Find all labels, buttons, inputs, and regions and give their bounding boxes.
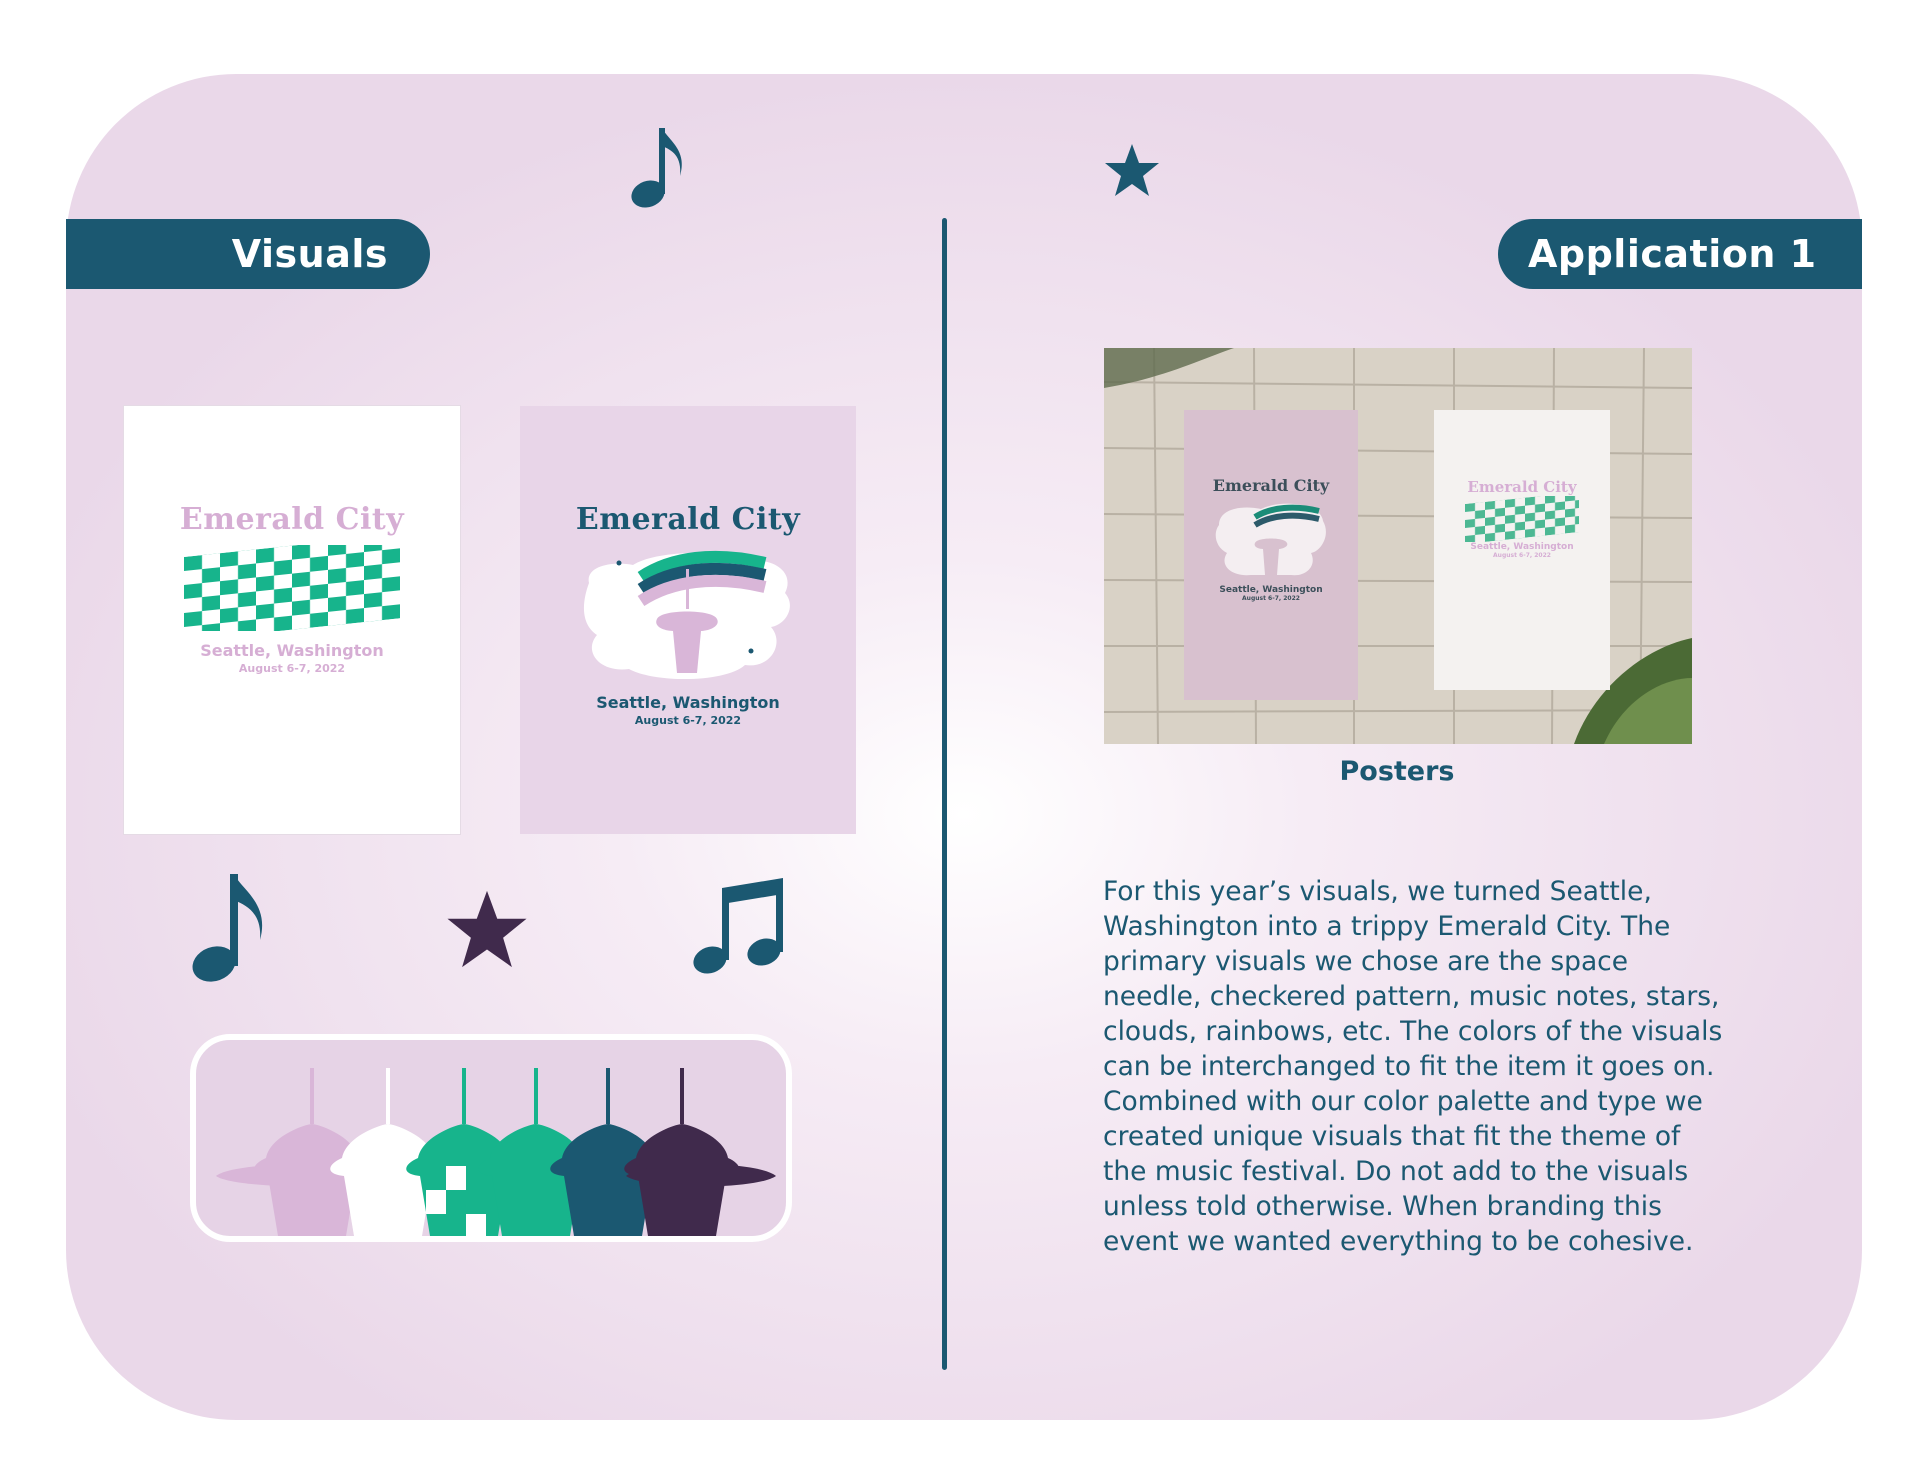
music-note-icon (628, 126, 694, 210)
photo-poster-pink (1184, 410, 1358, 700)
application-tab (1498, 219, 1862, 289)
application-tab-label: Application 1 (1528, 232, 1817, 276)
photo-poster-white-city: Seattle, Washington (1470, 542, 1574, 552)
poster-white-title: Emerald City (179, 502, 405, 537)
star-icon (1103, 142, 1161, 198)
poster-pink-title: Emerald City (575, 502, 801, 537)
visuals-tab (66, 219, 430, 289)
music-note-icon (190, 872, 274, 986)
poster-white (124, 406, 460, 834)
poster-white-date: August 6-7, 2022 (238, 662, 346, 675)
photo-poster-pink-date: August 6-7, 2022 (1242, 595, 1300, 602)
description-text: For this year’s visuals, we turned Seattle, Washington into a trippy Emerald City. The primary visuals we chose are the space needle, checkered pattern, music notes, stars, clouds, rainbows, etc. The colors of the visuals can be interchanged to fit the item it goes on. Combined with our color palette and type we created unique visuals that fit the theme of the music festival. Do not add to the visuals unless told otherwise. When branding this event we wanted everything to be cohesive. (1103, 876, 1723, 1257)
poster-pink (520, 406, 856, 834)
photo-poster-pink-title: Emerald City (1212, 476, 1330, 495)
poster-pink-city: Seattle, Washington (596, 693, 780, 712)
poster-pink-date: August 6-7, 2022 (634, 714, 742, 727)
photo-poster-white (1434, 410, 1610, 690)
space-needle-color-strip (190, 1034, 792, 1242)
checkered-pattern-graphic (184, 545, 400, 631)
visuals-tab-label: Visuals (231, 232, 388, 276)
photo-caption: Posters (1339, 756, 1455, 787)
posters-photo (1104, 348, 1692, 744)
photo-poster-white-date: August 6-7, 2022 (1493, 552, 1551, 559)
photo-poster-pink-city: Seattle, Washington (1219, 585, 1323, 595)
photo-poster-needle-graphic (1211, 495, 1331, 581)
center-divider (942, 218, 947, 1370)
space-needle-cloud-graphic (575, 543, 801, 683)
poster-white-city: Seattle, Washington (200, 641, 384, 660)
space-needle-icon (196, 1040, 786, 1236)
photo-poster-white-title: Emerald City (1467, 478, 1577, 496)
double-music-note-icon (690, 876, 786, 980)
star-icon (444, 888, 530, 970)
photo-poster-checkered-graphic (1465, 496, 1579, 542)
